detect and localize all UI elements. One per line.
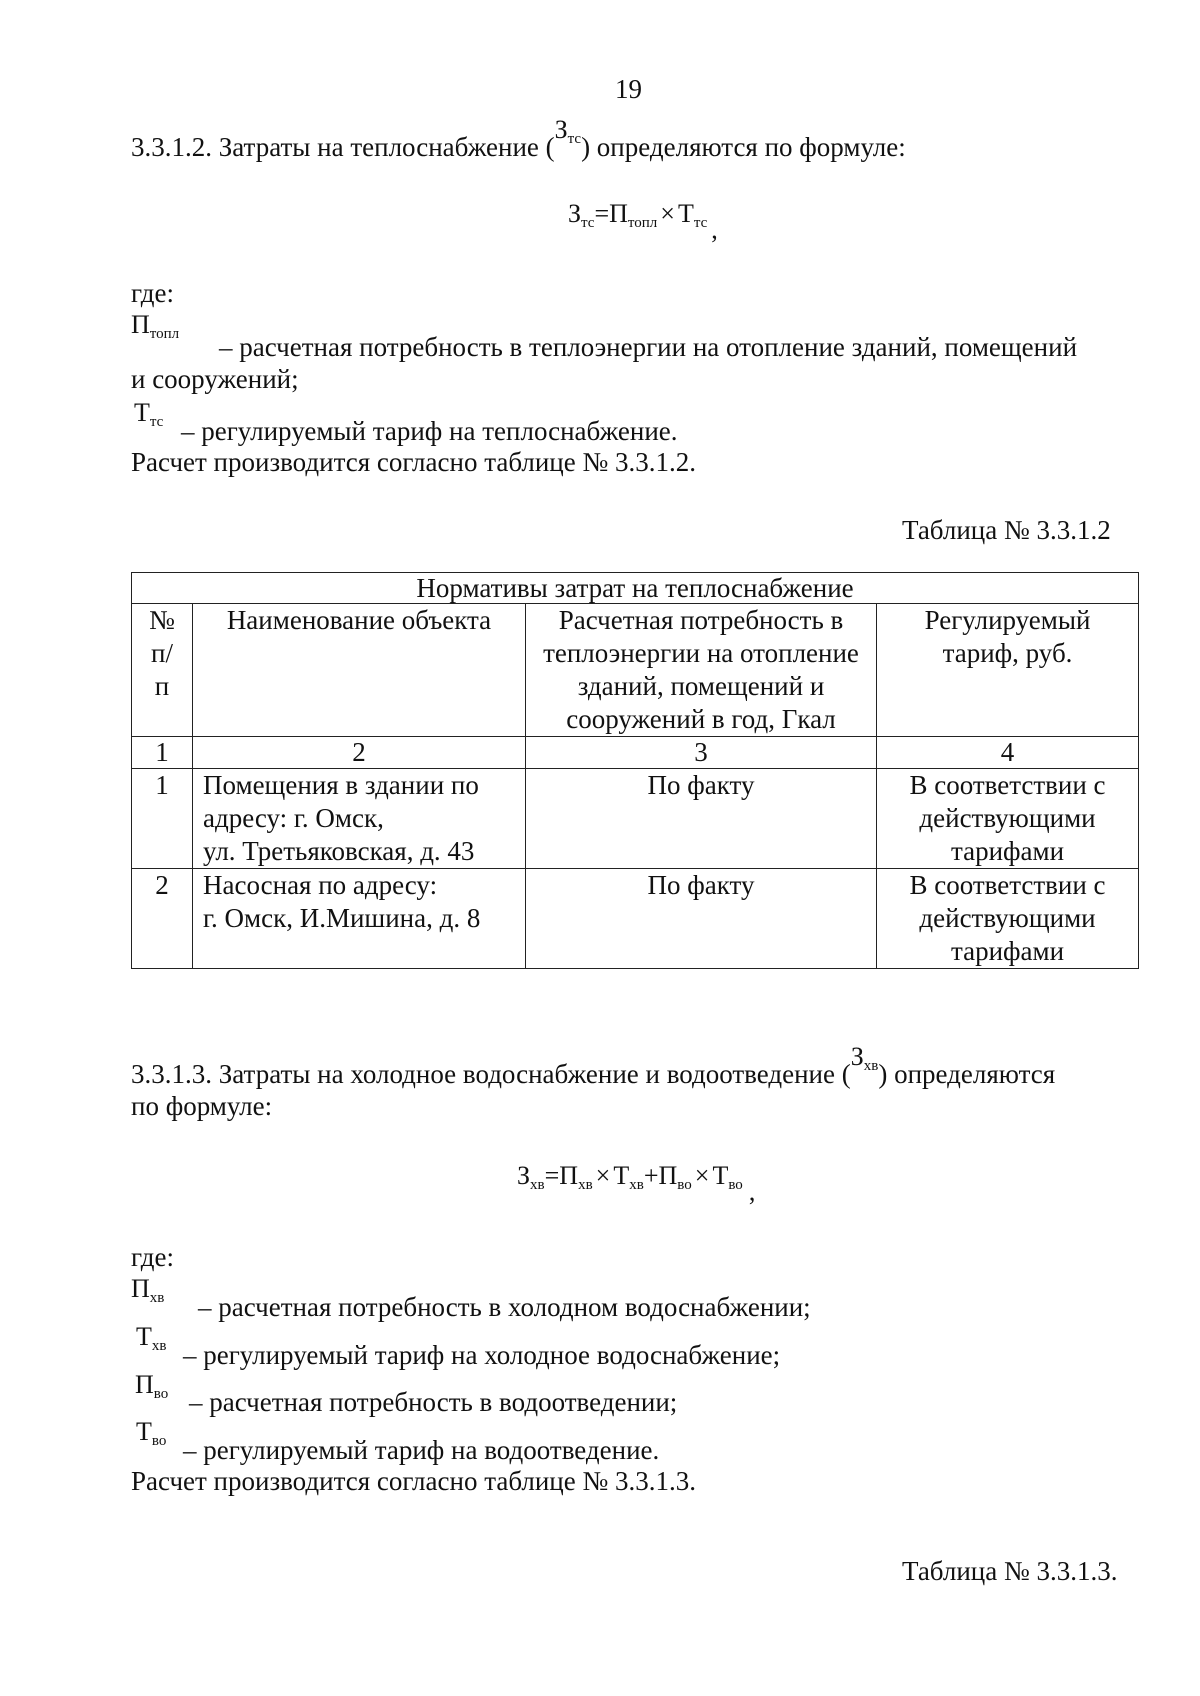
def-text-t-hv: – регулируемый тариф на холодное водоснабжение;: [183, 1340, 781, 1370]
col-number-2: 2: [193, 737, 526, 769]
row-tariff: В соответствии с действующими тарифами: [877, 769, 1139, 869]
def-symbol-t-hv: $Т_{хв}$: [136, 1322, 167, 1354]
table-title: Нормативы затрат на теплоснабжение: [132, 573, 1139, 604]
heading-text-end: ) определяются: [878, 1059, 1056, 1089]
def-symbol-p-topl: $П_{топл}$: [131, 310, 180, 342]
page-number: 19: [615, 74, 642, 104]
row-object-name: Насосная по адресу: г. Омск, И.Мишина, д. 8: [193, 869, 526, 969]
def-text-t-ts: – регулируемый тариф на теплоснабжение.: [181, 416, 678, 446]
row-heat-need: По факту: [526, 769, 877, 869]
def-text-p-topl: – расчетная потребность в теплоэнергии на отопление зданий, помещений: [219, 332, 1078, 362]
table-row: [132, 869, 1139, 969]
header-tariff: Регулируемый тариф, руб.: [877, 604, 1139, 737]
header-number: № п/п: [132, 604, 193, 737]
heat-norms-table: [131, 572, 1139, 969]
where-label-1: где:: [131, 278, 174, 308]
row-tariff: В соответствии с действующими тарифами: [877, 869, 1139, 969]
heading-text-start: 3.3.1.2. Затраты на теплоснабжение (: [131, 132, 555, 162]
heading-text-end: ) определяются по формуле:: [581, 132, 906, 162]
formula-water: $З_{хв}=П_{хв} \times Т_{хв}+П_{во} \times Т_{во}$ ,: [517, 1161, 756, 1206]
calc-note-2: Расчет производится согласно таблице № 3.3.1.3.: [131, 1466, 696, 1496]
table-caption-1: Таблица № 3.3.1.2: [902, 515, 1111, 545]
row-number: 2: [132, 869, 193, 969]
table-header-row: [132, 604, 1139, 737]
section-heading-heat: [131, 115, 906, 165]
header-object-name: Наименование объекта: [193, 604, 526, 737]
def-symbol-p-vo: $П_{во}$: [135, 1370, 169, 1402]
col-number-1: 1: [132, 737, 193, 769]
heading-symbol: $З_{тс}$: [554, 115, 582, 147]
calc-note-1: Расчет производится согласно таблице № 3.3.1.2.: [131, 447, 696, 477]
col-number-4: 4: [877, 737, 1139, 769]
formula-heat: $З_{тс}=П_{топл} \times Т_{тс}$ ,: [568, 199, 718, 244]
section-heading-water-cont: по формуле:: [131, 1091, 273, 1121]
where-label-2: где:: [131, 1242, 174, 1272]
table-col-numbers-row: [132, 737, 1139, 769]
def-symbol-t-vo: $Т_{во}$: [136, 1417, 167, 1449]
heading-symbol: $З_{хв}$: [850, 1042, 879, 1074]
heading-text-start: 3.3.1.3. Затраты на холодное водоснабжение и водоотведение (: [131, 1059, 851, 1089]
col-number-3: 3: [526, 737, 877, 769]
def-text-p-hv: – расчетная потребность в холодном водоснабжении;: [198, 1292, 811, 1322]
row-heat-need: По факту: [526, 869, 877, 969]
table-row: [132, 769, 1139, 869]
def-text-t-vo: – регулируемый тариф на водоотведение.: [183, 1435, 660, 1465]
table-caption-2: Таблица № 3.3.1.3.: [902, 1556, 1118, 1586]
header-heat-need: Расчетная потребность в теплоэнергии на отопление зданий, помещений и сооружений в год, Гкал: [526, 604, 877, 737]
row-number: 1: [132, 769, 193, 869]
def-symbol-p-hv: $П_{хв}$: [131, 1274, 165, 1306]
row-object-name: Помещения в здании по адресу: г. Омск, ул. Третьяковская, д. 43: [193, 769, 526, 869]
def-text-p-topl-cont: и сооружений;: [131, 364, 299, 394]
section-heading-water: [131, 1042, 1056, 1092]
def-symbol-t-ts: $Т_{тс}$: [134, 398, 164, 430]
def-text-p-vo: – расчетная потребность в водоотведении;: [189, 1387, 678, 1417]
